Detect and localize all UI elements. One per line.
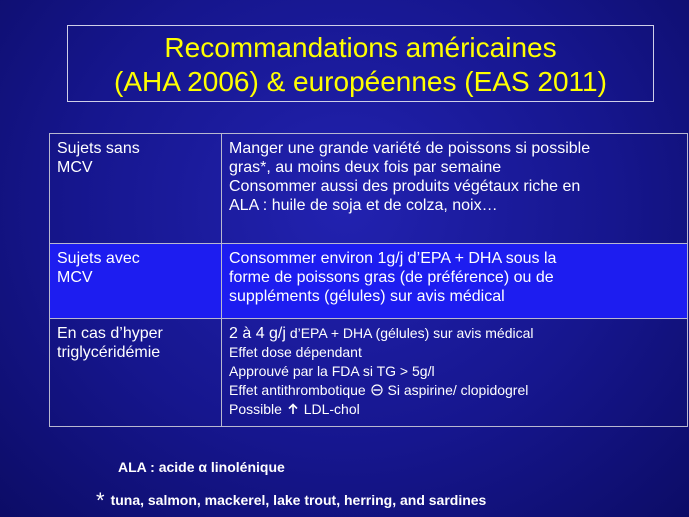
fish-list: tuna, salmon, mackerel, lake trout, herring, and sardines <box>110 492 487 508</box>
content-line: suppléments (gélules) sur avis médical <box>229 288 505 305</box>
content-line: Manger une grande variété de poissons si possible <box>229 140 591 157</box>
table-row-avec-mcv <box>50 244 688 319</box>
content-line: forme de poissons gras (de préférence) ou de <box>229 269 554 286</box>
row-label: En cas d’hyper <box>57 325 163 342</box>
possible-label: Possible <box>229 401 282 417</box>
row-label: MCV <box>57 269 93 286</box>
content-line: gras*, au moins deux fois par semaine <box>229 159 502 176</box>
table-row-sans-mcv <box>50 134 688 244</box>
row-label: Sujets sans <box>57 140 140 157</box>
row-label: Sujets avec <box>57 250 140 267</box>
row-label-cell <box>50 134 222 244</box>
row-content-cell <box>222 244 688 319</box>
content-line: Consommer aussi des produits végétaux riche en <box>229 178 581 195</box>
content-line <box>229 381 680 400</box>
content-line: Approuvé par la FDA si TG > 5g/l <box>229 363 435 379</box>
minus-circle-icon <box>370 381 384 400</box>
fish-footnote <box>96 488 486 514</box>
table-row-hypertriglyceridemie <box>50 319 688 427</box>
ala-prefix: ALA : acide <box>118 459 199 475</box>
dose-detail: d’EPA + DHA (gélules) sur avis médical <box>285 325 534 341</box>
antithrombotic-condition: Si aspirine/ clopidogrel <box>387 382 529 398</box>
asterisk-marker: * <box>96 488 105 513</box>
title-line-1: Recommandations américaines <box>164 32 557 63</box>
row-label-cell <box>50 319 222 427</box>
ala-suffix: linolénique <box>207 459 285 475</box>
up-arrow-icon <box>286 400 300 419</box>
antithrombotic-label: Effet antithrombotique <box>229 382 366 398</box>
title-line-2: (AHA 2006) & européennes (EAS 2011) <box>114 66 607 97</box>
content-line: Consommer environ 1g/j d’EPA + DHA sous la <box>229 250 557 267</box>
ala-footnote <box>118 459 285 475</box>
row-content-cell <box>222 134 688 244</box>
dose-text: 2 à 4 g/j <box>229 325 286 342</box>
recommendations-table <box>49 133 688 427</box>
content-line: Effet dose dépendant <box>229 344 362 360</box>
alpha-symbol: α <box>198 459 207 475</box>
content-line: ALA : huile de soja et de colza, noix… <box>229 197 498 214</box>
row-content-cell <box>222 319 688 427</box>
content-line <box>229 324 680 343</box>
row-label: MCV <box>57 159 93 176</box>
row-label-cell <box>50 244 222 319</box>
ldl-label: LDL-chol <box>303 401 360 417</box>
content-line <box>229 400 680 419</box>
slide-title <box>67 25 654 102</box>
row-label: triglycéridémie <box>57 344 161 361</box>
